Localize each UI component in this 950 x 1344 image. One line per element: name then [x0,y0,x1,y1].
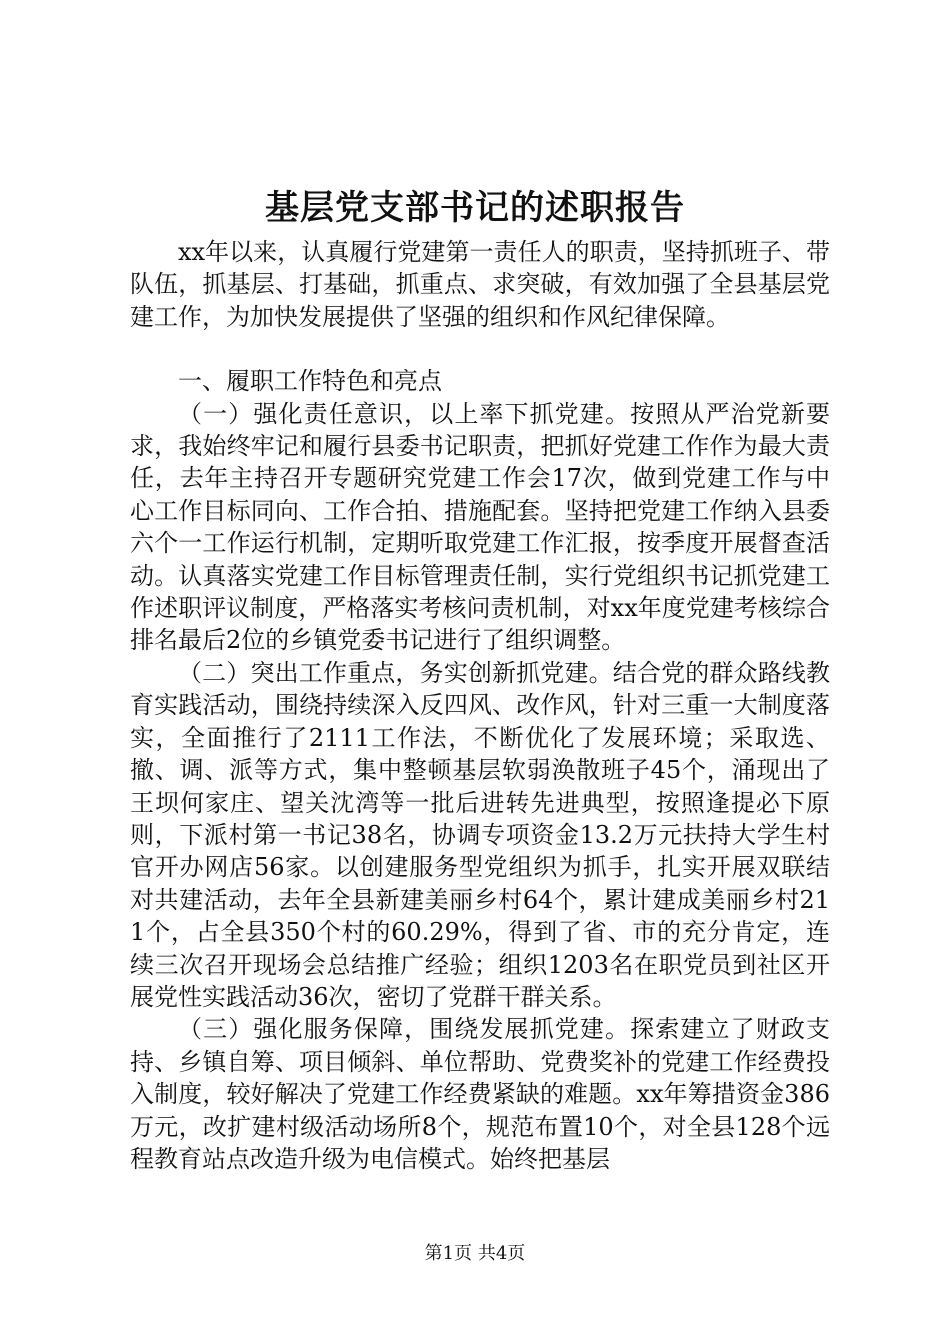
body-paragraph-3: （三）强化服务保障，围绕发展抓党建。探索建立了财政支持、乡镇自筹、项目倾斜、单位帮助、党费奖补的党建工作经费投入制度，较好解决了党建工作经费紧缺的难题。xx年筹措资金386万元，改扩建村级活动场所8个，规范布置10个，对全县128个远程教育站点改造升级为电信模式。始终把基层 [130,1015,830,1173]
document-body [130,236,830,1175]
section-heading: 一、履职工作特色和亮点 [178,367,442,396]
intro-paragraph: xx年以来，认真履行党建第一责任人的职责，坚持抓班子、带队伍，抓基层、打基础，抓重点、求突破，有效加强了全县基层党建工作，为加快发展提供了坚强的组织和作风纪律保障。 [130,238,830,331]
document-title: 基层党支部书记的述职报告 [265,188,685,228]
body-paragraph-1: （一）强化责任意识，以上率下抓党建。按照从严治党新要求，我始终牢记和履行县委书记职责，把抓好党建工作作为最大责任，去年主持召开专题研究党建工作会17次，做到党建工作与中心工作目标同向、工作合拍、措施配套。坚持把党建工作纳入县委六个一工作运行机制，定期听取党建工作汇报，按季度开展督查活动。认真落实党建工作目标管理责任制，实行党组织书记抓党建工作述职评议制度，严格落实考核问责机制，对xx年度党建考核综合排名最后2位的乡镇党委书记进行了组织调整。 [130,399,830,655]
body-paragraph-2: （二）突出工作重点，务实创新抓党建。结合党的群众路线教育实践活动，围绕持续深入反四风、改作风，针对三重一大制度落实，全面推行了2111工作法，不断优化了发展环境；采取选、撤、调、派等方式，集中整顿基层软弱涣散班子45个，涌现出了王坝何家庄、望关沈湾等一批后进转先进典型，按照逢提必下原则，下派村第一书记38名，协调专项资金13.2万元扶持大学生村官开办网店56家。以创建服务型党组织为抓手，扎实开展双联结对共建活动，去年全县新建美丽乡村64个，累计建成美丽乡村211个，占全县350个村的60.29%，得到了省、市的充分肯定，连续三次召开现场会总结推广经验；组织1203名在职党员到社区开展党性实践活动36次，密切了党群干群关系。 [130,658,830,1011]
page-footer: 第1页 共4页 [424,1243,526,1264]
paragraph-gap [130,333,830,365]
